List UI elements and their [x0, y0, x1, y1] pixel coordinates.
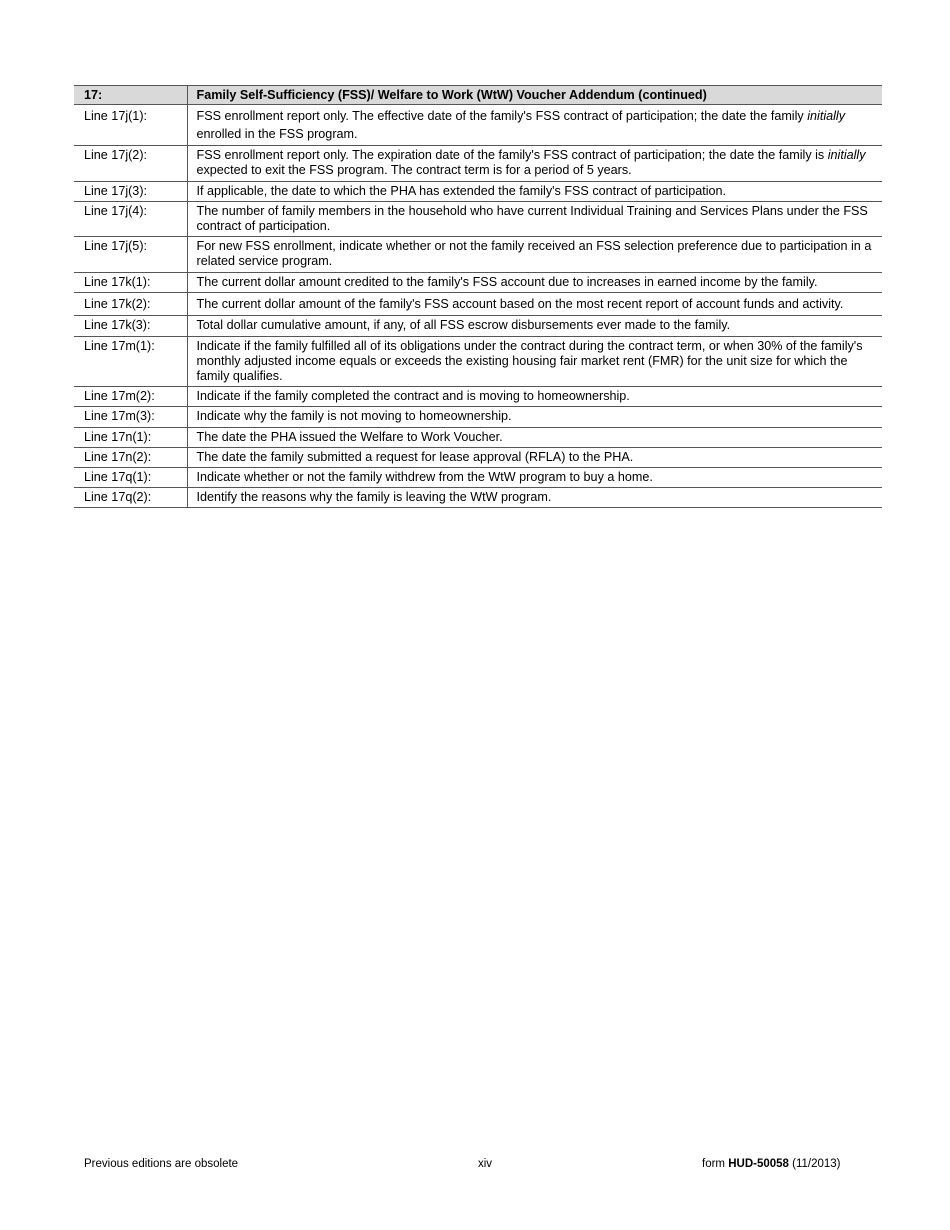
line-label: Line 17j(3):	[74, 181, 187, 201]
fss-wtw-addendum-table	[74, 85, 882, 508]
table-row	[74, 488, 882, 508]
line-description	[187, 272, 882, 292]
description-text: expected to exit the FSS program. The contract term is for a period of 5 years.	[196, 163, 632, 178]
description-text: The date the family submitted a request for lease approval (RFLA) to the PHA.	[196, 449, 634, 464]
line-description	[187, 316, 882, 336]
line-label: Line 17n(2):	[74, 447, 187, 467]
line-label: Line 17m(2):	[74, 387, 187, 407]
footer-form-number: HUD-50058	[728, 1158, 789, 1170]
line-description	[187, 336, 882, 387]
description-text: If applicable, the date to which the PHA has extended the family's FSS contract of participation.	[196, 183, 727, 198]
line-label: Line 17k(2):	[74, 292, 187, 316]
table-row	[74, 105, 882, 146]
footer-obsolete-note: Previous editions are obsolete	[84, 1158, 239, 1170]
description-text: Total dollar cumulative amount, if any, of all FSS escrow disbursements ever made to the family.	[196, 318, 731, 333]
table-row	[74, 467, 882, 487]
description-text: enrolled in the FSS program.	[196, 126, 358, 141]
line-label: Line 17q(1):	[74, 467, 187, 487]
table-row	[74, 407, 882, 427]
line-description	[187, 447, 882, 467]
description-text: The current dollar amount credited to the family's FSS account due to increases in earned income by the family.	[196, 274, 818, 289]
table-row	[74, 146, 882, 181]
line-label: Line 17m(1):	[74, 336, 187, 387]
description-text: The number of family members in the household who have current Individual Training and Services Plans under the FSS contract of participation.	[196, 203, 868, 234]
table-row	[74, 336, 882, 387]
table-row	[74, 201, 882, 236]
description-text: Indicate whether or not the family withdrew from the WtW program to buy a home.	[196, 469, 653, 484]
table-body	[74, 105, 882, 508]
table-row	[74, 181, 882, 201]
line-description	[187, 387, 882, 407]
line-description	[187, 407, 882, 427]
line-label: Line 17j(4):	[74, 201, 187, 236]
line-label: Line 17m(3):	[74, 407, 187, 427]
table-row	[74, 447, 882, 467]
line-label: Line 17k(3):	[74, 316, 187, 336]
description-text: Indicate why the family is not moving to homeownership.	[196, 409, 512, 424]
line-description	[187, 427, 882, 447]
description-text: FSS enrollment report only. The expiration date of the family's FSS contract of participation; the date the family is	[196, 148, 828, 163]
emphasis-text: initially	[827, 148, 866, 163]
line-label: Line 17q(2):	[74, 488, 187, 508]
table-row	[74, 272, 882, 292]
section-number: 17:	[74, 86, 187, 105]
footer-page-number: xiv	[478, 1158, 493, 1170]
line-description	[187, 488, 882, 508]
description-text: FSS enrollment report only. The effective date of the family's FSS contract of participation; the date the family	[196, 109, 808, 124]
description-text: Identify the reasons why the family is leaving the WtW program.	[196, 490, 552, 505]
description-text: Indicate if the family fulfilled all of its obligations under the contract during the contract term, or when 30% of the family's monthly adjusted income equals or exceeds the existing housing fair market rent (FMR) for the unit size for which the family qualifies.	[196, 338, 863, 383]
table-header-row	[74, 86, 882, 105]
footer-form-prefix: form	[702, 1158, 729, 1170]
table-row	[74, 292, 882, 316]
line-label: Line 17j(2):	[74, 146, 187, 181]
section-title: Family Self-Sufficiency (FSS)/ Welfare to Work (WtW) Voucher Addendum (continued)	[187, 86, 882, 105]
table-row	[74, 427, 882, 447]
line-description	[187, 181, 882, 201]
line-description	[187, 105, 882, 146]
line-label: Line 17j(1):	[74, 105, 187, 146]
table-row	[74, 237, 882, 272]
line-description	[187, 237, 882, 272]
footer-form-date: (11/2013)	[788, 1158, 841, 1170]
line-label: Line 17n(1):	[74, 427, 187, 447]
footer-form-id	[702, 1158, 841, 1170]
line-description	[187, 292, 882, 316]
line-description	[187, 201, 882, 236]
description-text: For new FSS enrollment, indicate whether or not the family received an FSS selection preference due to participation in a related service program.	[196, 239, 872, 269]
line-label: Line 17j(5):	[74, 237, 187, 272]
line-label: Line 17k(1):	[74, 272, 187, 292]
line-description	[187, 467, 882, 487]
emphasis-text: initially	[807, 109, 846, 124]
table-row	[74, 387, 882, 407]
description-text: The current dollar amount of the family's FSS account based on the most recent report of account funds and activity.	[196, 296, 844, 311]
table-row	[74, 316, 882, 336]
description-text: The date the PHA issued the Welfare to Work Voucher.	[196, 429, 503, 444]
description-text: Indicate if the family completed the contract and is moving to homeownership.	[196, 389, 630, 404]
line-description	[187, 146, 882, 181]
